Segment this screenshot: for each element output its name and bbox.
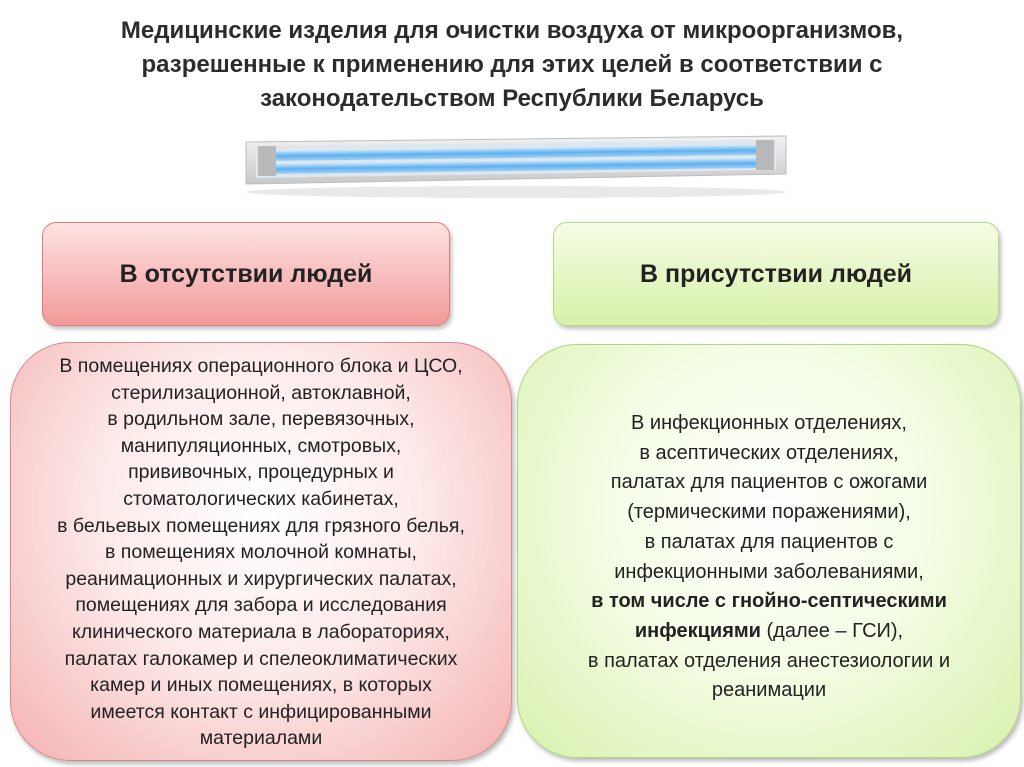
header-with-people [553, 222, 999, 326]
list-line: имеется контакт с инфицированными [90, 700, 432, 723]
list-without-people [10, 342, 512, 761]
list-line: стерилизационной, автоклавной, [111, 381, 411, 404]
regular-fragment: (далее – ГСИ), [760, 619, 904, 642]
uv-lamp-image [236, 122, 796, 202]
list-line: реанимации [711, 679, 827, 702]
list-line-bold: в том числе с гнойно-септическими [591, 590, 947, 613]
list-line: реанимационных и хирургических палатах, [65, 567, 457, 590]
header-label: В присутствии людей [639, 259, 912, 288]
header-label: В отсутствии людей [119, 259, 373, 288]
list-line: В инфекционных отделениях, [631, 412, 907, 434]
list-line: стоматологических кабинетах, [123, 487, 399, 510]
list-with-people [517, 344, 1021, 758]
title-line: разрешенные к применению для этих целей в соответствии с [141, 51, 883, 78]
list-line: в бельевых помещениях для грязного белья, [57, 514, 465, 537]
list-line: в палатах отделения анестезиологии и [587, 649, 951, 672]
list-line: инфекционными заболеваниями, [614, 560, 924, 583]
list-line: в асептических отделениях, [639, 441, 899, 464]
list-line: манипуляционных, смотровых, [120, 434, 402, 457]
title-line: законодательством Республики Беларусь [260, 85, 764, 112]
list-line: (термическими поражениями), [627, 501, 911, 524]
list-line: камер и иных помещениях, в которых [90, 674, 432, 697]
list-line: В помещениях операционного блока и ЦСО, [59, 355, 463, 377]
list-line: материалами [199, 727, 323, 750]
page-title [60, 14, 964, 116]
list-line: в помещениях молочной комнаты, [105, 541, 417, 564]
list-line: палатах для пациентов с ожогами [610, 471, 928, 494]
list-line: прививочных, процедурных и [128, 461, 394, 484]
bold-fragment: инфекциями [634, 619, 761, 642]
list-line: клинического материала в лабораториях, [72, 620, 450, 643]
list-line: палатах галокамер и спелеоклиматических [64, 647, 458, 670]
list-line: помещениях для забора и исследования [75, 594, 447, 617]
title-line: Медицинские изделия для очистки воздуха от микроорганизмов, [120, 17, 904, 44]
list-line: в палатах для пациентов с [644, 530, 894, 553]
list-line-mixed [518, 617, 1020, 647]
list-line: в родильном зале, перевязочных, [107, 408, 415, 431]
header-without-people [42, 222, 450, 326]
